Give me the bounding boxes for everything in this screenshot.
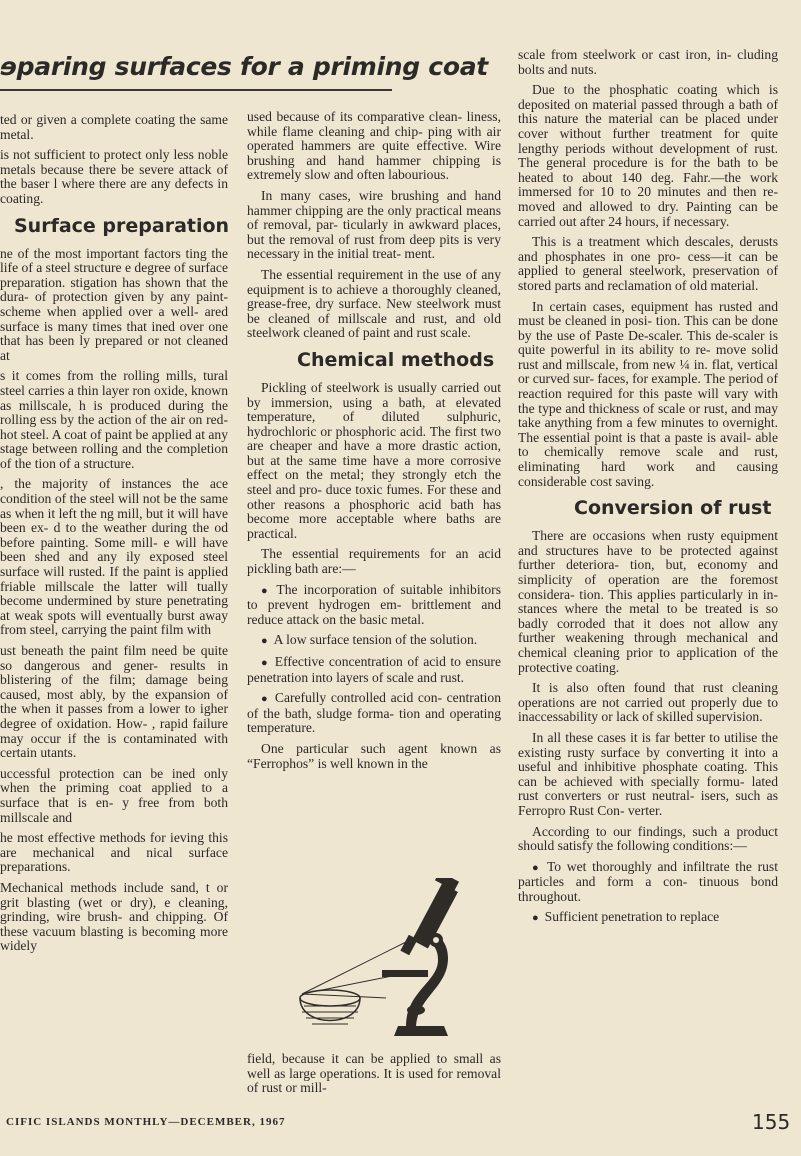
- paragraph: is not sufficient to protect only less noble metals because there be severe attack of the baser l where there are any defects in coating.: [0, 147, 228, 206]
- column-2: [247, 110, 501, 777]
- paragraph: The essential requirements for an acid pickling bath are:—: [247, 546, 501, 577]
- footer-publication: CIFIC ISLANDS MONTHLY—DECEMBER, 1967: [6, 1116, 286, 1128]
- paragraph: Pickling of steelwork is usually carried out by immersion, using a bath, at elevated temperature, of diluted sulphuric, hydrochloric or phosphoric acid. The first two are cheaper and have a more drastic action, but at the same time have a more corrosive effect on the metal; they strongly etch the steel and pro- duce toxic fumes. For these and other reasons a phosphoric acid bath has become more acceptable where baths are practical.: [247, 379, 501, 541]
- bullet-item: ● The incorporation of suitable inhibitors to prevent hydrogen em- brittlement and reduce attack on the basic metal.: [247, 583, 501, 628]
- paragraph: field, because it can be applied to small as well as large operations. It is used for removal of rust or mill-: [247, 1051, 501, 1096]
- column-1: [0, 113, 228, 960]
- bullet-item: ● To wet thoroughly and infiltrate the rust particles and form a con- tinuous bond throughout.: [518, 860, 778, 905]
- section-heading-conversion-of-rust: Conversion of rust: [574, 497, 772, 520]
- paragraph: It is also often found that rust cleaning operations are not carried out properly due to inaccessability or lack of skilled supervision.: [518, 680, 778, 725]
- bullet-item: ● A low surface tension of the solution.: [247, 633, 501, 649]
- paragraph: ne of the most important factors ting the life of a steel structure e degree of surface preparation. stigation has shown that the dura- of protection given by any paint- scheme when applied over a well- ared surface is many times that ined over one that has been ly prepared or not cleaned at: [0, 245, 228, 363]
- paragraph: In many cases, wire brushing and hand hammer chipping are the only practical means of removal, par- ticularly in awkward places, but the removal of rust from deep pits is very necessary in the initial treat- ment.: [247, 187, 501, 262]
- paragraph: This is a treatment which descales, derusts and phosphates in one pro- cess—it can be applied to general steelwork, preservation of stored parts and reclamation of old material.: [518, 234, 778, 293]
- headline-rule: [0, 89, 392, 91]
- column-3: [518, 48, 778, 932]
- section-heading-surface-preparation: Surface preparation: [14, 214, 230, 237]
- paragraph: In certain cases, equipment has rusted and must be cleaned in posi- tion. This can be done by the use of Paste De-scaler. This de-scaler is quite powerful in its ability to re- move solid rust and millscale, from new ¼ in. flat, vertical or curved sur- faces, for example. The period of reaction required for this paste will vary with the type and thickness of scale or rust, and may take anything from a few minutes to overnight. The essential point is that a paste is avail- able to chemically remove scale and rust, eliminating hard work and causing considerable cost saving.: [518, 298, 778, 489]
- paragraph: , the majority of instances the ace condition of the steel will not be the same as when it left the ng mill, but it will have been ex- d to the weather during the od before painting. Some mill- e will have been shed and any ily exposed steel surface will rusted. If the paint is applied friable millscale the latter will tually become undermined by sture penetrating at weak spots will eventually burst away from steel, carrying the paint film with: [0, 476, 228, 638]
- paragraph: ted or given a complete coating the same metal.: [0, 112, 228, 142]
- paragraph: In all these cases it is far better to utilise the existing rusty surface by converting it into a useful and inhibitive phosphate coating. This can be achieved with specially formu- lated rust converters or rust neutral- isers, such as Ferropro Rust Con- verter.: [518, 729, 778, 818]
- paragraph: Mechanical methods include sand, t or grit blasting (wet or dry), e cleaning, grinding, wire brush- and chipping. Of these vacuum blasting is becoming more widely: [0, 879, 228, 954]
- paragraph: s it comes from the rolling mills, tural steel carries a thin layer ron oxide, known as millscale, h is produced during the rolling ess by the action of the air on red-hot steel. A coat of paint be applied at any stage between rolling and the completion of the tion of a structure.: [0, 368, 229, 471]
- page-number: 155: [752, 1110, 791, 1134]
- bullet-item: ● Carefully controlled acid con- centration of the bath, sludge forma- tion and operating temperature.: [247, 691, 501, 736]
- paragraph: One particular such agent known as “Ferrophos” is well known in the: [247, 740, 501, 771]
- bullet-item: ● Sufficient penetration to replace: [518, 910, 778, 926]
- paragraph: ust beneath the paint film need be quite so dangerous and gener- results in blistering of the film; damage being caused, most ably, by the expansion of the when it passes from a lower to igher degree of oxidation. How- , rapid failure may occur if the is contaminated with certain utants.: [0, 643, 228, 761]
- paragraph: The essential requirement in the use of any equipment is to achieve a thoroughly cleaned, grease-free, dry surface. New steelwork must be cleaned of millscale and rust, and old steelwork cleaned of paint and rust scale.: [247, 266, 501, 341]
- paragraph: uccessful protection can be ined only when the priming coat applied to a surface that is en- y free from both millscale and: [0, 765, 228, 825]
- paragraph: used because of its comparative clean- liness, while flame cleaning and chip- ping with air operated hammers are quite effective. Wire brushing and hand hammer chipping is extremely slow and often labourious.: [247, 109, 501, 183]
- paragraph: According to our findings, such a product should satisfy the following conditions:—: [518, 823, 778, 854]
- bullet-item: ● Effective concentration of acid to ensure penetration into layers of scale and rust.: [247, 655, 501, 685]
- paragraph: he most effective methods for ieving this are mechanical and nical surface preparations.: [0, 830, 228, 875]
- article-headline: ɘparing surfaces for a priming coat: [0, 52, 488, 81]
- paragraph: scale from steelwork or cast iron, in- cluding bolts and nuts.: [518, 47, 778, 77]
- page-footer: [0, 1112, 801, 1142]
- paragraph: There are occasions when rusty equipment and structures have to be protected against further deteriora- tion, but, economy and simplicity of operation are the foremost considera- tion. This applies particularly in in- stances where the metal to be treated is so badly corroded that it does not allow any further weakening through mechanical and chemical cleaning prior to application of the protective coating.: [518, 528, 778, 675]
- paragraph: Due to the phosphatic coating which is deposited on material passed through a bath of this nature the material can be placed under cover without further treatment for quite lengthy periods without development of rust. The general procedure is for the bath to be heated to about 140 deg. Fahr.—the work immersed for 10 to 20 minutes and then re- moved and allowed to dry. Painting can be carried out after 24 hours, if necessary.: [518, 82, 778, 229]
- microscope-icon: [298, 878, 468, 1048]
- column-2-bottom: [247, 1052, 501, 1102]
- section-heading-chemical-methods: Chemical methods: [297, 348, 495, 371]
